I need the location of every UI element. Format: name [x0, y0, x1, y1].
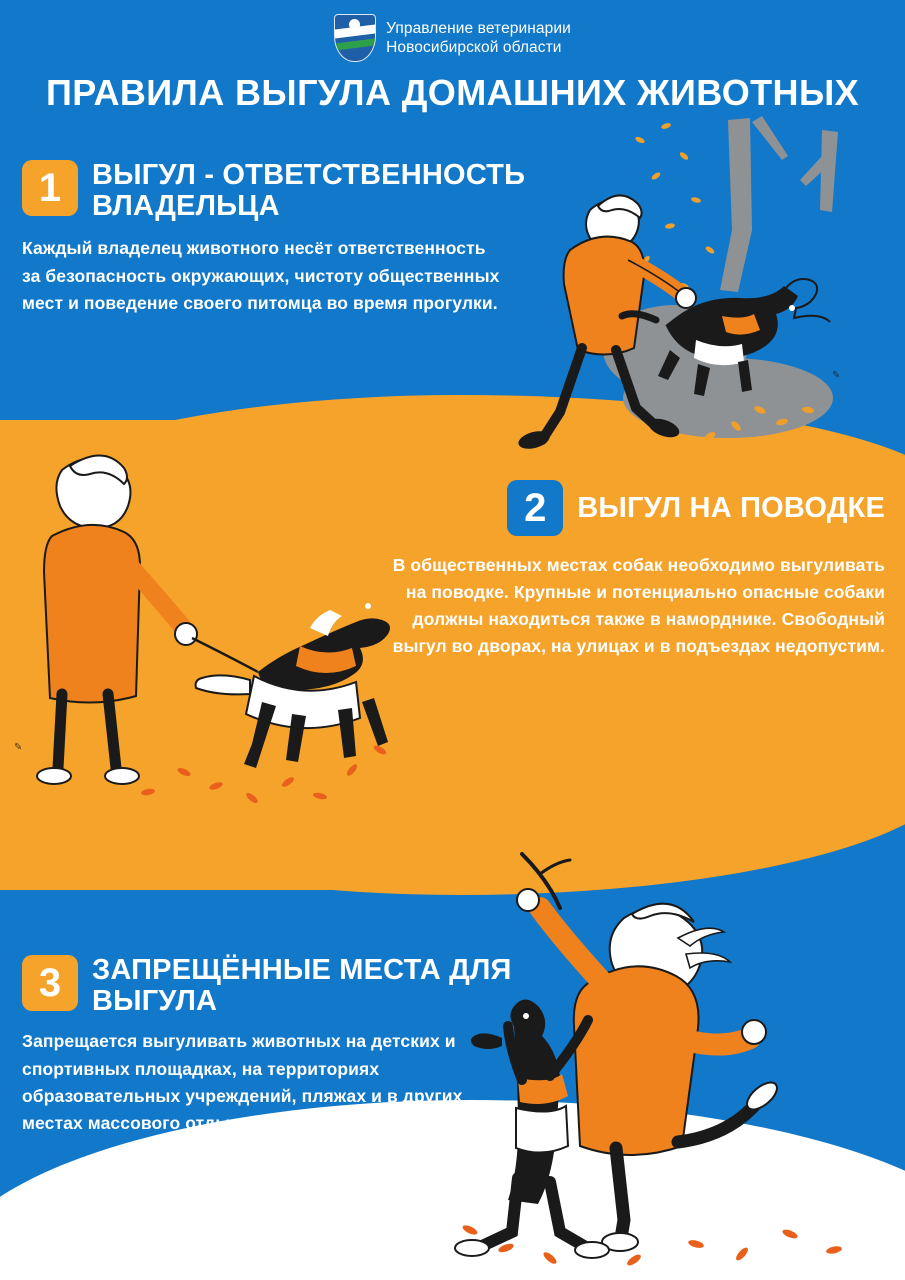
page-title: ПРАВИЛА ВЫГУЛА ДОМАШНИХ ЖИВОТНЫХ: [45, 72, 860, 113]
rule-2-body: В общественных местах собак необходимо выгуливать на поводке. Крупные и потенциально опасные собаки должны находиться также в наморднике. Свободный выгул во дворах, на улицах и в подъездах недопустим.: [392, 555, 885, 657]
coat-of-arms-icon: [334, 14, 376, 62]
rule-block-2: [380, 480, 885, 661]
rule-3-header: [22, 955, 542, 1016]
header: [0, 14, 905, 62]
rule-3-title: ЗАПРЕЩЁННЫЕ МЕСТА ДЛЯ ВЫГУЛА: [92, 954, 512, 1017]
rule-3-body: Запрещается выгуливать животных на детских и спортивных площадках, на территориях образовательных учреждений, пляжах и в других местах массового отдыха людей.: [22, 1031, 463, 1133]
rule-2-header: [380, 480, 885, 536]
svg-text:✎: ✎: [832, 370, 841, 381]
rule-1-header: [22, 160, 542, 221]
rule-block-1: [22, 160, 542, 317]
svg-text:✎: ✎: [14, 742, 23, 753]
rule-1-title: ВЫГУЛ - ОТВЕТСТВЕННОСТЬ ВЛАДЕЛЬЦА: [92, 159, 526, 222]
rule-1-number-badge: 1: [22, 160, 78, 216]
organization-name: [386, 19, 571, 57]
rule-1-body: Каждый владелец животного несёт ответственность за безопасность окружающих, чистоту общественных мест и поведение своего питомца во время прогулки.: [22, 238, 500, 313]
organization-line-2: Новосибирской области: [386, 39, 562, 56]
organization-line-1: Управление ветеринарии: [386, 20, 571, 37]
rule-3-number-badge: 3: [22, 955, 78, 1011]
rule-block-3: [22, 955, 542, 1137]
rule-2-title: ВЫГУЛ НА ПОВОДКЕ: [577, 491, 885, 524]
rule-2-number-badge: 2: [507, 480, 563, 536]
